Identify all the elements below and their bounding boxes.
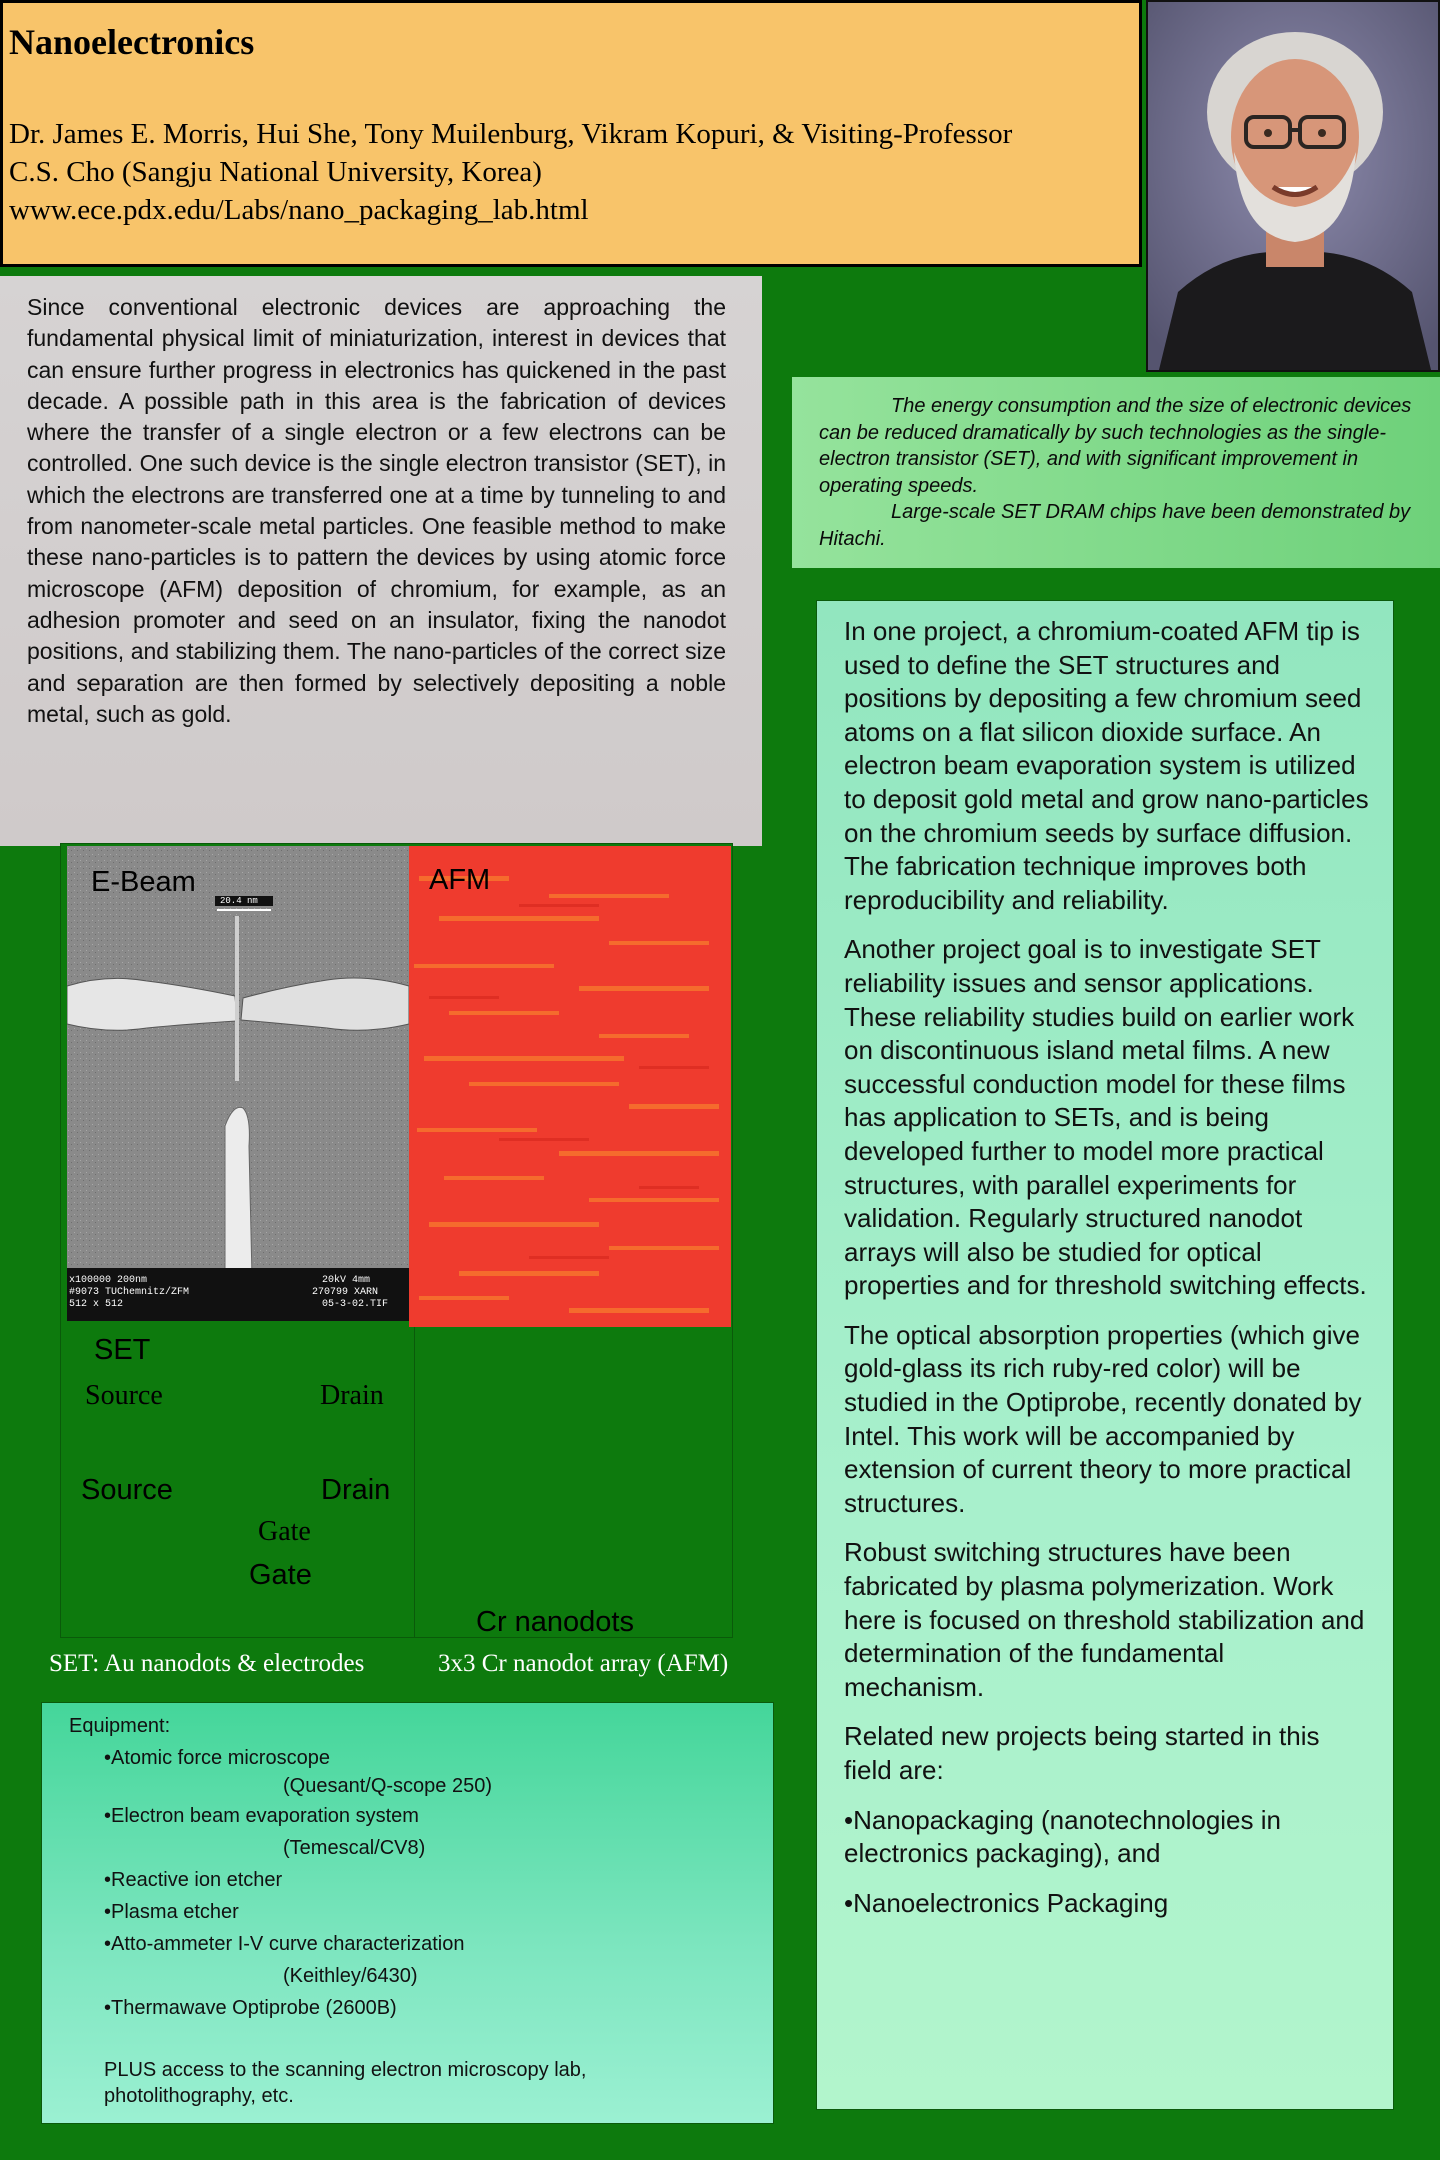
sem-info-4: 20kV 4mm (322, 1275, 371, 1286)
authors-line-1: Dr. James E. Morris, Hui She, Tony Muilenburg, Vikram Kopuri, & Visiting-Professor (9, 118, 1013, 150)
equipment-atto-model: (Keithley/6430) (283, 1965, 418, 1987)
equipment-plus-1: PLUS access to the scanning electron microscopy lab, (104, 2059, 587, 2081)
drain-label-serif: Drain (320, 1380, 384, 1411)
source-label: Source (81, 1474, 173, 1506)
figure-captions (0, 1650, 792, 1684)
drain-label: Drain (321, 1474, 391, 1506)
project-paragraph-3: The optical absorption properties (which give gold-glass its rich ruby-red color) will be studied in the Optiprobe, recently donated by Intel. This work will be accompanied by extension of current theory to more practical structures. (844, 1319, 1362, 1518)
equipment-panel (41, 1702, 774, 2124)
equipment-plasma: •Plasma etcher (104, 1901, 239, 1923)
equipment-rie: •Reactive ion etcher (104, 1869, 283, 1891)
ebeam-label: E-Beam (91, 866, 196, 898)
afm-image (409, 846, 731, 1327)
poster-title: Nanoelectronics (9, 22, 255, 62)
gate-label-serif: Gate (258, 1516, 311, 1547)
intro-text: Since conventional electronic devices are approaching the fundamental physical limit of miniaturization, interest in devices that can ensure further progress in electronics has quickened in the past decade. A possible path in this area is the fabrication of devices where the transfer of a single electron or a few electrons can be controlled. One such device is the single electron transistor (SET), in which the electrons are transferred one at a time by tunneling to and from nanometer-scale metal particles. One feasible method to make these nano-particles is to pattern the devices by using atomic force microscope (AFM) deposition of chromium, for example, as an adhesion promoter and seed on an insulator, fixing the nanodot positions, and stabilizing them. The nano-particles of the correct size and separation are then formed by selectively depositing a noble metal, such as gold. (27, 294, 726, 727)
sem-info-3: 512 x 512 (69, 1299, 124, 1310)
project-paragraph-4: Robust switching structures have been fabricated by plasma polymerization. Work here is focused on threshold stabilization and determination of the fundamental mechanism. (844, 1537, 1365, 1702)
figure-divider (414, 1327, 415, 1638)
equipment-atto: •Atto-ammeter I-V curve characterization (104, 1933, 465, 1955)
equipment-afm: •Atomic force microscope (104, 1747, 330, 1769)
sem-info-6: 05-3-02.TIF (322, 1299, 389, 1310)
equipment-plus-2: photolithography, etc. (104, 2085, 294, 2107)
scale-bar-label: 20.4 nm (220, 896, 258, 906)
sem-micrograph (67, 846, 409, 1321)
intro-panel (0, 276, 762, 846)
energy-text-1: The energy consumption and the size of electronic devices can be reduced dramatically by such technologies as the single-electron transistor (SET), and with significant improvement in operating speeds. (819, 395, 1412, 497)
project-paragraph-2: Another project goal is to investigate SET reliability issues and sensor applications. These reliability studies build on earlier work on discontinuous island metal films. A new successful conduction model for these films has application to SETs, and is being developed further to model more practical structures, with parallel experiments for validation. Regularly structured nanodot arrays will also be studied for optical properties and for threshold switching effects. (844, 934, 1367, 1301)
sem-info-1: x100000 200nm (69, 1275, 148, 1286)
project-bullet-1: •Nanopackaging (nanotechnologies in electronics packaging), and (844, 1804, 1281, 1869)
caption-left: SET: Au nanodots & electrodes (49, 1650, 365, 1677)
set-label: SET (94, 1334, 151, 1366)
sem-image (67, 846, 409, 1321)
project-paragraph-5: Related new projects being started in this field are: (844, 1721, 1320, 1785)
sem-info-5: 270799 XARN (312, 1287, 379, 1298)
cr-nanodots-label: Cr nanodots (476, 1606, 634, 1638)
source-label-serif: Source (85, 1380, 163, 1411)
authors-line-2: C.S. Cho (Sangju National University, Korea) (9, 156, 542, 188)
afm-label: AFM (429, 864, 491, 896)
energy-callout (792, 377, 1440, 568)
author-portrait (1146, 0, 1440, 372)
energy-text-2: Large-scale SET DRAM chips have been demonstrated by Hitachi. (819, 501, 1411, 550)
project-paragraph-1: In one project, a chromium-coated AFM tip is used to define the SET structures and positions by depositing a few chromium seed atoms on a flat silicon dioxide surface. An electron beam evaporation system is utilized to deposit gold metal and grow nano-particles on the chromium seeds by surface diffusion. The fabrication technique improves both reproducibility and reliability. (844, 616, 1369, 915)
project-panel (816, 600, 1394, 2110)
figure-panel (60, 843, 733, 1638)
equipment-afm-model: (Quesant/Q-scope 250) (283, 1775, 492, 1797)
equipment-ebeam-model: (Temescal/CV8) (283, 1837, 426, 1859)
caption-right: 3x3 Cr nanodot array (AFM) (438, 1650, 729, 1677)
project-bullet-2: •Nanoelectronics Packaging (844, 1887, 1169, 1918)
equipment-ebeam: •Electron beam evaporation system (104, 1805, 419, 1827)
gate-label: Gate (249, 1559, 312, 1591)
afm-scan (409, 846, 731, 1327)
lab-url[interactable]: www.ece.pdx.edu/Labs/nano_packaging_lab.html (9, 194, 589, 226)
equipment-title: Equipment: (69, 1715, 171, 1737)
poster-header (0, 0, 1142, 267)
sem-info-2: #9073 TUChemnitz/ZFM (69, 1287, 190, 1298)
portrait-image (1148, 2, 1440, 372)
equipment-optiprobe: •Thermawave Optiprobe (2600B) (104, 1997, 397, 2019)
